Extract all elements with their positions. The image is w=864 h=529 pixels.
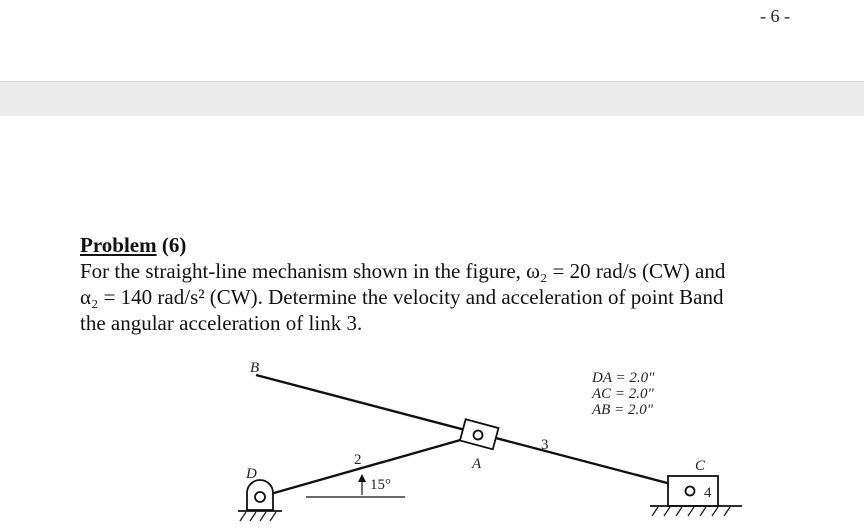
label-link-2: 2 — [354, 452, 362, 468]
label-d: D — [246, 466, 257, 482]
dimension-ab: AB = 2.0" — [592, 402, 653, 418]
label-link-4: 4 — [704, 485, 712, 501]
label-c: C — [695, 458, 706, 474]
page-number: - 6 - — [760, 6, 790, 26]
problem-line-1: For the straight-line mechanism shown in the figure, ω₂ = 20 rad/s (CW) and — [80, 259, 726, 283]
ground-pivot-d — [238, 480, 282, 521]
problem-statement — [80, 232, 800, 336]
label-link-3: 3 — [541, 437, 549, 453]
angle-arrowhead — [358, 474, 366, 482]
angle-label: 15° — [370, 477, 391, 493]
dimension-da: DA = 2.0" — [592, 370, 655, 386]
problem-number: (6) — [161, 233, 187, 257]
mechanism-figure — [0, 345, 864, 529]
dimension-ac: AC = 2.0" — [592, 386, 654, 402]
pin-a — [474, 431, 483, 440]
problem-line-3: the angular acceleration of link 3. — [80, 311, 363, 335]
label-b: B — [250, 360, 260, 376]
problem-title — [80, 232, 800, 258]
problem-line-2: α₂ = 140 rad/s² (CW). Determine the velocity and acceleration of point Band — [80, 285, 724, 309]
label-a: A — [472, 456, 482, 472]
page-break-band — [0, 81, 864, 116]
link-2-line — [260, 435, 478, 497]
problem-title-word: Problem — [80, 233, 157, 257]
